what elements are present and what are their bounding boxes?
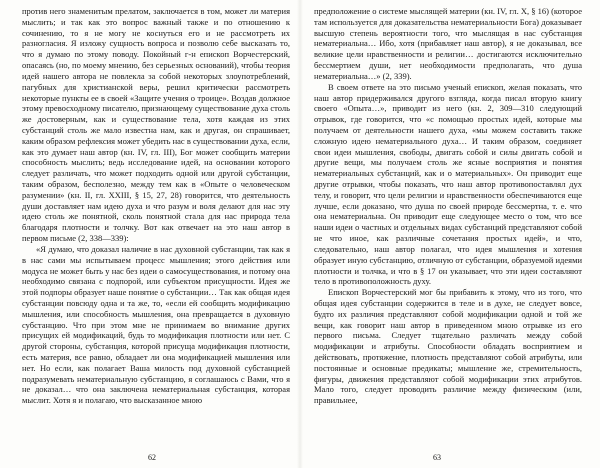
right-paragraph-2: В своем ответе на это письмо ученый епископ, желая показать, что наш автор придерживался другого взгляда, когда писал вторую книгу своего «Опыта…», приводит из него (кн. 2, 309—310 следующий отрывок, где говорится, что «с помощью простых идей, которые мы получаем от деятельности нашего духа, «мы можем составить также сложную идею нематериального духа… И таким образом, соединяет свои идеи мышления, свободы, двигать собой и силы двигать собой и другие вещи, мы получаем столь же ясные восприятия и понятия нематериальных субстанций, как и о материальных». Он приводит еще другие отрывки, чтобы показать, что наш автор противопоставлял дух телу, и говорит, что цели религии и нравственности обеспечиваются еще лучше, если доказано, что душа по своей природе бессмертна, т. е. что она нематериальна. Он приводит еще следующее место о том, что все наши идеи о частных и отдельных видах субстанций представляют собой не что иное, как различные сочетания простых идей», и что, следовательно, наш автор полагал, что идея мышления и хотения образует иную субстанцию, отличную от субстанции, образуемой идеями плотности и толчка, и что в § 17 он указывает, что эти идеи составляют тело в противоположность духу. <box>314 81 582 287</box>
right-page <box>314 6 582 446</box>
left-page-number: 62 <box>148 453 156 462</box>
right-page-number: 63 <box>433 453 441 462</box>
spread-gutter <box>297 0 303 468</box>
right-paragraph-3: Епископ Ворчестерский мог бы прибавить к этому, что из того, что общая идея субстанции содержится в теле и в духе, не следует вовсе, будто их различия представляют собой модификации одной и той же вещи, как говорит наш автор в приведенном мною отрывке из его первого письма. Следует тщательно различать между собой модификации и атрибуты. Способности обладать восприятием и действовать, протяжение, плотность представляют собой атрибуты, или постоянные и основные предикаты; мышление же, стремительность, фигуры, движения представляют собой модификации этих атрибутов. Мало того, следует проводить различие между физическим (или, правильнее, <box>314 287 582 406</box>
left-page-text <box>22 6 290 406</box>
left-page <box>22 6 290 446</box>
right-paragraph-1: предположение о системе мыслящей материи (кн. IV, гл. X, § 16) (которое там используется для доказательства нематериальности Бога) доказывает высшую степень вероятности того, что мыслящая в нас субстанция нематериальна… Ибо, хотя (прибавляет наш автор), я не доказывал, все великие цели нравственности и религии… достигаются исключительно бессмертием души, нет необходимости предполагать, что душа нематериальна…» (2, 339). <box>314 6 582 81</box>
right-page-text <box>314 6 582 406</box>
left-paragraph-1: против него знаменитым прелатом, заключается в том, может ли материя мыслить; и так как это вопрос важный также и по отношению к сочинению, то я не могу не коснуться его и не рассмотреть их разногласия. Я изложу сущность вопроса и позволю себе высказать то, что я думаю по этому поводу. Покойный г-н епископ Ворчестерский, опасаясь (но, по моему мнению, без серьезных оснований), чтобы теория идей нашего автора не повлекла за собой некоторых злоупотреблений, пагубных для христианской веры, решил критически рассмотреть некоторые пункты ее в своей «Защите учения о троице». Воздав должное этому превосходному писателю, признающему существование духа столь же достоверным, как и существование тела, хотя каждая из этих субстанций столь же мало известна нам, как и другая, он спрашивает, каким образом рефлексия может убедить нас в существовании духа, если, как это думает наш автор (кн. IV, гл. III), Бог может сообщить материи способность мыслить; ведь исследование идей, на основании которого следует различать, что может подходить одной или другой субстанции, таким образом, бесполезно, между тем как в «Опыте о человеческом разумении» (кн. II, гл. XXIII, § 15, 27, 28) говорится, что деятельность души доставляет нам идею духа и что разум и воля делают для нас эту идею столь же понятной, сколь понятной стала для нас природа тела благодаря плотности и толчку. Вот как отвечает на это наш автор в первом письме (2, 338—339): <box>22 6 290 244</box>
left-paragraph-2: «Я думаю, что доказал наличие в нас духовной субстанции, так как я в нас сами мы испытываем процесс мышления; этого действия или модуса не может быть у нас без идеи о самосуществования, и потому она необходимо связана с подпорой, или субъектом присущности. Идея же этой подпоры образует наше понятие о субстанции… Так как общая идея субстанции повсюду одна и та же, то, «если ей сообщить модификацию мышления, или способность мышления, она превращается в духовную субстанцию. Что при этом мне не принимаем во внимание других присущих ей модификаций, будь то модификация плотности или нет. С другой стороны, субстанция, которой присуща модификация плотности, есть материя, все равно, обладает ли она модификацией мышления или нет. Но если, как полагает Ваша милость под духовной субстанцией подразумевать нематериальную субстанцию, я соглашаюсь с Вами, что я не доказал… что она заключена нематериальная субстанция, которая мыслит. Хотя я и полагаю, что высказанное мною <box>22 243 290 406</box>
